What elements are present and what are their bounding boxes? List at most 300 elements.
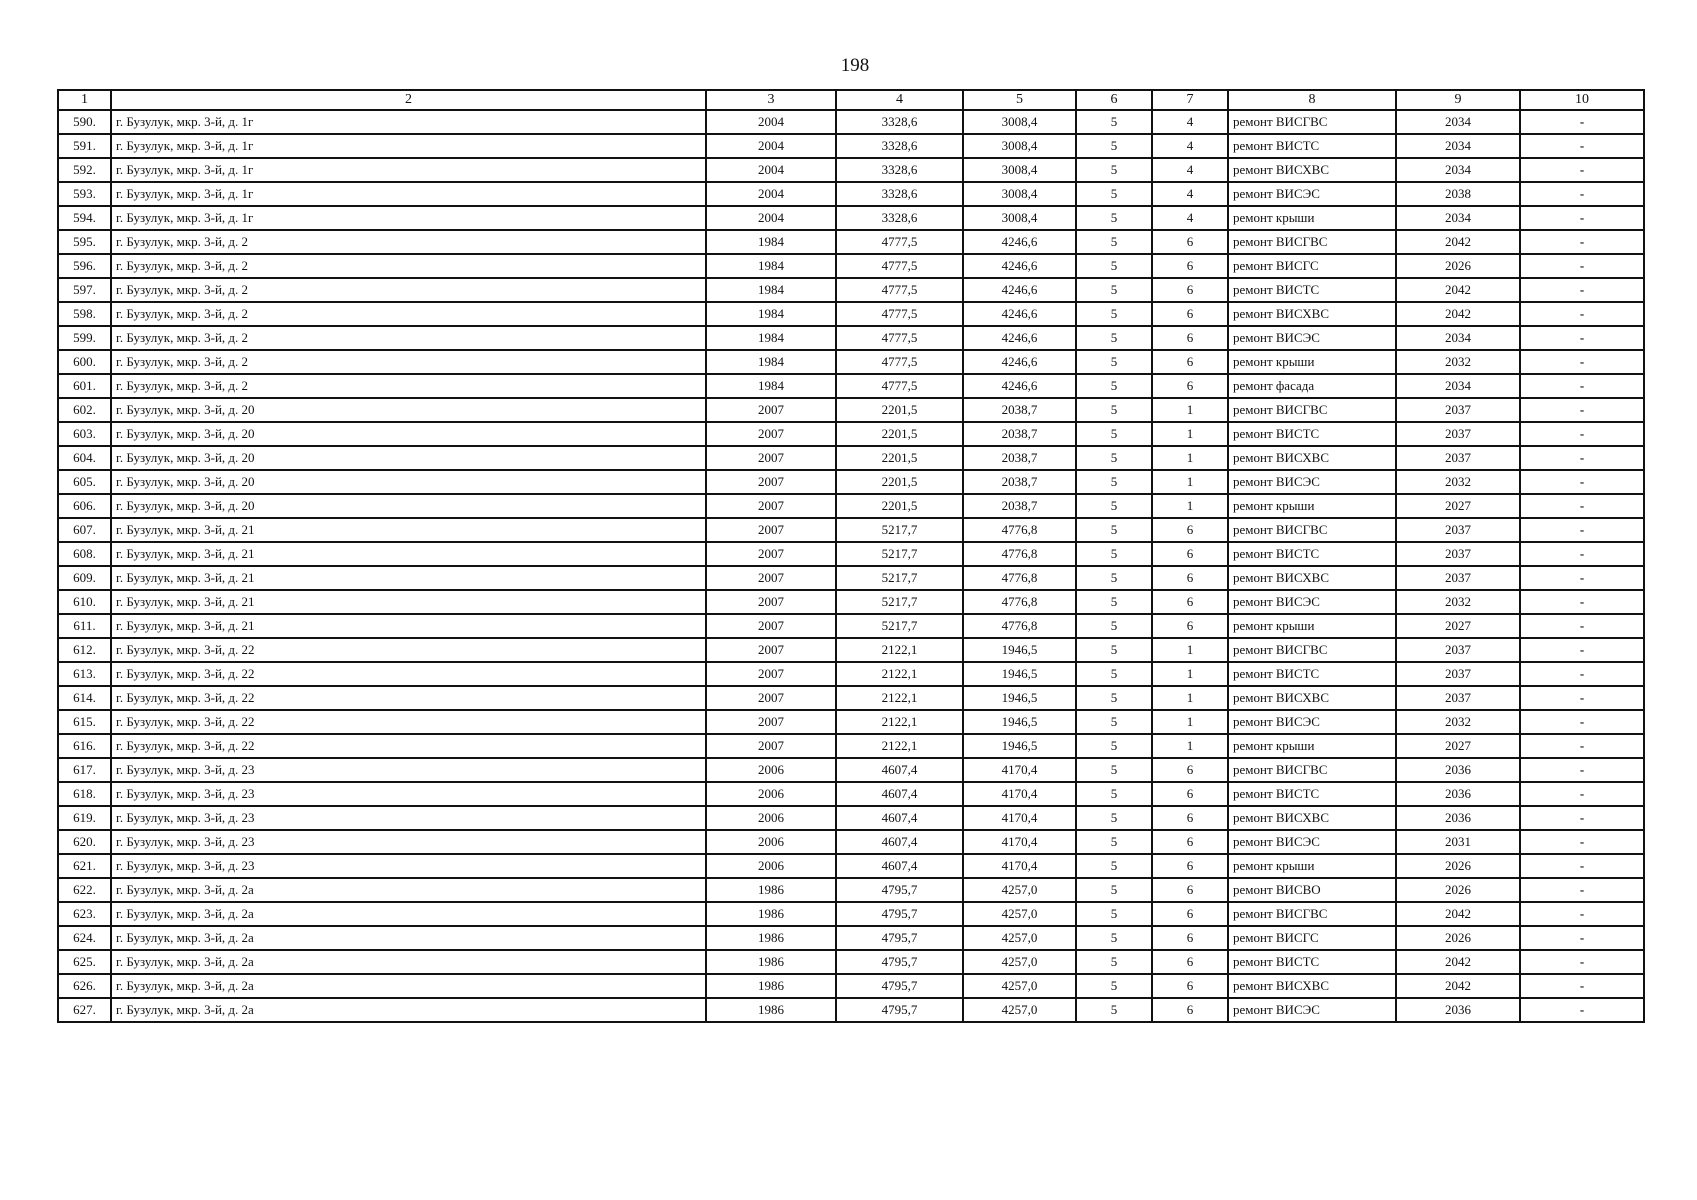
cell-build-year: 2007 (706, 542, 836, 566)
cell-work-type: ремонт ВИСТС (1228, 782, 1396, 806)
cell-address: г. Бузулук, мкр. 3-й, д. 2а (111, 902, 706, 926)
table-row (58, 566, 1644, 590)
cell-total-area: 4795,7 (836, 950, 963, 974)
cell-work-type: ремонт ВИСХВС (1228, 158, 1396, 182)
cell-build-year: 1984 (706, 374, 836, 398)
cell-total-area: 4777,5 (836, 254, 963, 278)
cell-planned-year: 2026 (1396, 254, 1520, 278)
cell-floors: 5 (1076, 254, 1152, 278)
cell-work-type: ремонт ВИСТС (1228, 134, 1396, 158)
cell-row-number: 616. (58, 734, 111, 758)
cell-total-area: 4795,7 (836, 974, 963, 998)
cell-entrances: 6 (1152, 230, 1228, 254)
cell-total-area: 2122,1 (836, 638, 963, 662)
cell-floors: 5 (1076, 374, 1152, 398)
cell-entrances: 1 (1152, 470, 1228, 494)
cell-planned-year: 2042 (1396, 950, 1520, 974)
cell-build-year: 2007 (706, 446, 836, 470)
cell-planned-year: 2034 (1396, 206, 1520, 230)
cell-planned-year: 2026 (1396, 926, 1520, 950)
cell-entrances: 6 (1152, 302, 1228, 326)
cell-planned-year: 2027 (1396, 734, 1520, 758)
cell-living-area: 2038,7 (963, 446, 1076, 470)
cell-row-number: 624. (58, 926, 111, 950)
cell-row-number: 592. (58, 158, 111, 182)
cell-planned-year: 2037 (1396, 518, 1520, 542)
cell-work-type: ремонт ВИСХВС (1228, 974, 1396, 998)
cell-build-year: 1984 (706, 326, 836, 350)
cell-work-type: ремонт фасада (1228, 374, 1396, 398)
column-header-3: 3 (706, 90, 836, 110)
cell-living-area: 2038,7 (963, 398, 1076, 422)
cell-work-type: ремонт ВИСВО (1228, 878, 1396, 902)
cell-note: - (1520, 350, 1644, 374)
table-row (58, 662, 1644, 686)
table-row (58, 974, 1644, 998)
cell-row-number: 600. (58, 350, 111, 374)
cell-row-number: 622. (58, 878, 111, 902)
cell-work-type: ремонт ВИСХВС (1228, 302, 1396, 326)
cell-planned-year: 2042 (1396, 230, 1520, 254)
cell-work-type: ремонт ВИСГВС (1228, 902, 1396, 926)
cell-row-number: 626. (58, 974, 111, 998)
cell-entrances: 6 (1152, 806, 1228, 830)
cell-planned-year: 2037 (1396, 638, 1520, 662)
cell-address: г. Бузулук, мкр. 3-й, д. 21 (111, 614, 706, 638)
cell-planned-year: 2038 (1396, 182, 1520, 206)
cell-total-area: 4607,4 (836, 758, 963, 782)
cell-row-number: 614. (58, 686, 111, 710)
cell-address: г. Бузулук, мкр. 3-й, д. 2 (111, 230, 706, 254)
cell-address: г. Бузулук, мкр. 3-й, д. 23 (111, 758, 706, 782)
table-row (58, 686, 1644, 710)
cell-note: - (1520, 998, 1644, 1022)
cell-work-type: ремонт ВИСТС (1228, 278, 1396, 302)
table-row (58, 446, 1644, 470)
cell-note: - (1520, 422, 1644, 446)
cell-note: - (1520, 494, 1644, 518)
cell-work-type: ремонт ВИСХВС (1228, 806, 1396, 830)
cell-planned-year: 2037 (1396, 398, 1520, 422)
column-header-8: 8 (1228, 90, 1396, 110)
cell-entrances: 4 (1152, 134, 1228, 158)
cell-row-number: 620. (58, 830, 111, 854)
column-header-10: 10 (1520, 90, 1644, 110)
cell-row-number: 611. (58, 614, 111, 638)
column-header-4: 4 (836, 90, 963, 110)
cell-living-area: 1946,5 (963, 638, 1076, 662)
cell-row-number: 627. (58, 998, 111, 1022)
cell-total-area: 4777,5 (836, 230, 963, 254)
cell-floors: 5 (1076, 830, 1152, 854)
cell-floors: 5 (1076, 206, 1152, 230)
cell-note: - (1520, 158, 1644, 182)
cell-build-year: 2007 (706, 470, 836, 494)
cell-living-area: 4246,6 (963, 350, 1076, 374)
cell-floors: 5 (1076, 326, 1152, 350)
table-row (58, 806, 1644, 830)
cell-planned-year: 2034 (1396, 134, 1520, 158)
cell-entrances: 1 (1152, 446, 1228, 470)
table-row (58, 782, 1644, 806)
page-number: 198 (840, 55, 870, 76)
cell-row-number: 612. (58, 638, 111, 662)
cell-entrances: 6 (1152, 830, 1228, 854)
cell-address: г. Бузулук, мкр. 3-й, д. 2 (111, 278, 706, 302)
cell-note: - (1520, 326, 1644, 350)
cell-address: г. Бузулук, мкр. 3-й, д. 23 (111, 806, 706, 830)
cell-floors: 5 (1076, 638, 1152, 662)
cell-living-area: 4776,8 (963, 614, 1076, 638)
cell-planned-year: 2037 (1396, 686, 1520, 710)
column-header-9: 9 (1396, 90, 1520, 110)
cell-note: - (1520, 950, 1644, 974)
cell-total-area: 4795,7 (836, 878, 963, 902)
cell-entrances: 6 (1152, 590, 1228, 614)
cell-row-number: 605. (58, 470, 111, 494)
cell-work-type: ремонт крыши (1228, 350, 1396, 374)
table-row (58, 710, 1644, 734)
cell-address: г. Бузулук, мкр. 3-й, д. 1г (111, 206, 706, 230)
cell-build-year: 2007 (706, 398, 836, 422)
cell-floors: 5 (1076, 566, 1152, 590)
table-row (58, 902, 1644, 926)
cell-build-year: 2007 (706, 590, 836, 614)
cell-planned-year: 2036 (1396, 806, 1520, 830)
table-row (58, 326, 1644, 350)
cell-floors: 5 (1076, 446, 1152, 470)
cell-entrances: 6 (1152, 326, 1228, 350)
cell-address: г. Бузулук, мкр. 3-й, д. 22 (111, 662, 706, 686)
cell-work-type: ремонт ВИСЭС (1228, 470, 1396, 494)
cell-note: - (1520, 374, 1644, 398)
cell-living-area: 4257,0 (963, 878, 1076, 902)
cell-total-area: 4607,4 (836, 782, 963, 806)
cell-address: г. Бузулук, мкр. 3-й, д. 21 (111, 566, 706, 590)
cell-address: г. Бузулук, мкр. 3-й, д. 20 (111, 494, 706, 518)
cell-address: г. Бузулук, мкр. 3-й, д. 2а (111, 878, 706, 902)
cell-total-area: 2122,1 (836, 734, 963, 758)
cell-row-number: 593. (58, 182, 111, 206)
cell-build-year: 2007 (706, 518, 836, 542)
cell-living-area: 3008,4 (963, 110, 1076, 134)
table-row (58, 878, 1644, 902)
table-row (58, 470, 1644, 494)
cell-living-area: 4246,6 (963, 254, 1076, 278)
cell-address: г. Бузулук, мкр. 3-й, д. 21 (111, 590, 706, 614)
cell-build-year: 1984 (706, 230, 836, 254)
cell-work-type: ремонт ВИСГС (1228, 254, 1396, 278)
cell-build-year: 2006 (706, 830, 836, 854)
cell-floors: 5 (1076, 230, 1152, 254)
cell-living-area: 4776,8 (963, 542, 1076, 566)
cell-planned-year: 2036 (1396, 782, 1520, 806)
cell-build-year: 2007 (706, 662, 836, 686)
cell-floors: 5 (1076, 710, 1152, 734)
cell-total-area: 4795,7 (836, 926, 963, 950)
cell-living-area: 4257,0 (963, 950, 1076, 974)
cell-build-year: 1984 (706, 254, 836, 278)
cell-work-type: ремонт ВИСТС (1228, 422, 1396, 446)
cell-note: - (1520, 902, 1644, 926)
cell-note: - (1520, 134, 1644, 158)
cell-planned-year: 2032 (1396, 590, 1520, 614)
column-header-6: 6 (1076, 90, 1152, 110)
cell-note: - (1520, 854, 1644, 878)
cell-note: - (1520, 470, 1644, 494)
cell-total-area: 2201,5 (836, 470, 963, 494)
cell-build-year: 2006 (706, 782, 836, 806)
cell-planned-year: 2042 (1396, 302, 1520, 326)
cell-floors: 5 (1076, 134, 1152, 158)
cell-entrances: 6 (1152, 878, 1228, 902)
column-header-5: 5 (963, 90, 1076, 110)
cell-note: - (1520, 878, 1644, 902)
cell-floors: 5 (1076, 782, 1152, 806)
table-row (58, 614, 1644, 638)
cell-planned-year: 2042 (1396, 902, 1520, 926)
cell-note: - (1520, 206, 1644, 230)
cell-row-number: 595. (58, 230, 111, 254)
cell-living-area: 4170,4 (963, 806, 1076, 830)
cell-entrances: 4 (1152, 110, 1228, 134)
cell-living-area: 3008,4 (963, 182, 1076, 206)
cell-build-year: 2007 (706, 686, 836, 710)
cell-planned-year: 2037 (1396, 422, 1520, 446)
cell-build-year: 2007 (706, 734, 836, 758)
cell-floors: 5 (1076, 110, 1152, 134)
table-row (58, 830, 1644, 854)
cell-total-area: 4795,7 (836, 998, 963, 1022)
cell-build-year: 2007 (706, 566, 836, 590)
cell-floors: 5 (1076, 854, 1152, 878)
cell-build-year: 2006 (706, 854, 836, 878)
cell-build-year: 1984 (706, 350, 836, 374)
cell-work-type: ремонт ВИСЭС (1228, 182, 1396, 206)
cell-address: г. Бузулук, мкр. 3-й, д. 21 (111, 518, 706, 542)
cell-entrances: 6 (1152, 254, 1228, 278)
cell-work-type: ремонт ВИСГВС (1228, 230, 1396, 254)
cell-total-area: 4607,4 (836, 830, 963, 854)
cell-work-type: ремонт крыши (1228, 854, 1396, 878)
cell-row-number: 613. (58, 662, 111, 686)
cell-planned-year: 2042 (1396, 974, 1520, 998)
table-row (58, 398, 1644, 422)
cell-total-area: 4777,5 (836, 278, 963, 302)
cell-note: - (1520, 926, 1644, 950)
cell-entrances: 1 (1152, 494, 1228, 518)
table-row (58, 350, 1644, 374)
cell-work-type: ремонт ВИСТС (1228, 542, 1396, 566)
table-row (58, 182, 1644, 206)
cell-build-year: 2007 (706, 422, 836, 446)
cell-row-number: 594. (58, 206, 111, 230)
cell-total-area: 4777,5 (836, 350, 963, 374)
cell-row-number: 590. (58, 110, 111, 134)
cell-entrances: 1 (1152, 662, 1228, 686)
cell-total-area: 2122,1 (836, 686, 963, 710)
cell-row-number: 598. (58, 302, 111, 326)
cell-address: г. Бузулук, мкр. 3-й, д. 22 (111, 734, 706, 758)
cell-planned-year: 2036 (1396, 998, 1520, 1022)
cell-total-area: 2122,1 (836, 710, 963, 734)
cell-planned-year: 2037 (1396, 662, 1520, 686)
cell-entrances: 6 (1152, 374, 1228, 398)
cell-work-type: ремонт ВИСХВС (1228, 566, 1396, 590)
cell-planned-year: 2032 (1396, 350, 1520, 374)
cell-floors: 5 (1076, 542, 1152, 566)
cell-floors: 5 (1076, 182, 1152, 206)
cell-note: - (1520, 230, 1644, 254)
cell-floors: 5 (1076, 878, 1152, 902)
table-row (58, 734, 1644, 758)
cell-note: - (1520, 182, 1644, 206)
cell-living-area: 4246,6 (963, 374, 1076, 398)
cell-note: - (1520, 566, 1644, 590)
cell-work-type: ремонт ВИСХВС (1228, 686, 1396, 710)
cell-entrances: 6 (1152, 926, 1228, 950)
table-row (58, 254, 1644, 278)
cell-address: г. Бузулук, мкр. 3-й, д. 1г (111, 134, 706, 158)
table-row (58, 758, 1644, 782)
cell-build-year: 1986 (706, 998, 836, 1022)
cell-total-area: 3328,6 (836, 110, 963, 134)
cell-note: - (1520, 302, 1644, 326)
cell-work-type: ремонт ВИСГВС (1228, 758, 1396, 782)
cell-floors: 5 (1076, 734, 1152, 758)
cell-living-area: 4257,0 (963, 974, 1076, 998)
cell-work-type: ремонт ВИСТС (1228, 662, 1396, 686)
table-row (58, 110, 1644, 134)
cell-note: - (1520, 734, 1644, 758)
cell-address: г. Бузулук, мкр. 3-й, д. 20 (111, 422, 706, 446)
cell-total-area: 4777,5 (836, 326, 963, 350)
cell-build-year: 2007 (706, 494, 836, 518)
cell-living-area: 4776,8 (963, 518, 1076, 542)
cell-note: - (1520, 110, 1644, 134)
cell-entrances: 6 (1152, 542, 1228, 566)
cell-row-number: 609. (58, 566, 111, 590)
cell-total-area: 5217,7 (836, 614, 963, 638)
cell-total-area: 2201,5 (836, 494, 963, 518)
cell-note: - (1520, 686, 1644, 710)
cell-living-area: 4170,4 (963, 782, 1076, 806)
cell-build-year: 1984 (706, 302, 836, 326)
cell-address: г. Бузулук, мкр. 3-й, д. 20 (111, 446, 706, 470)
cell-entrances: 6 (1152, 974, 1228, 998)
column-header-1: 1 (58, 90, 111, 110)
cell-total-area: 4777,5 (836, 374, 963, 398)
cell-work-type: ремонт ВИСЭС (1228, 998, 1396, 1022)
cell-entrances: 4 (1152, 206, 1228, 230)
cell-planned-year: 2034 (1396, 158, 1520, 182)
cell-address: г. Бузулук, мкр. 3-й, д. 22 (111, 710, 706, 734)
cell-address: г. Бузулук, мкр. 3-й, д. 2 (111, 326, 706, 350)
cell-planned-year: 2027 (1396, 614, 1520, 638)
cell-floors: 5 (1076, 614, 1152, 638)
cell-living-area: 2038,7 (963, 494, 1076, 518)
cell-living-area: 3008,4 (963, 134, 1076, 158)
table-row (58, 494, 1644, 518)
cell-note: - (1520, 614, 1644, 638)
cell-floors: 5 (1076, 470, 1152, 494)
table-row (58, 302, 1644, 326)
cell-floors: 5 (1076, 902, 1152, 926)
table-row (58, 230, 1644, 254)
cell-living-area: 4776,8 (963, 590, 1076, 614)
cell-work-type: ремонт ВИСЭС (1228, 710, 1396, 734)
cell-note: - (1520, 830, 1644, 854)
cell-entrances: 1 (1152, 710, 1228, 734)
cell-planned-year: 2034 (1396, 326, 1520, 350)
cell-floors: 5 (1076, 998, 1152, 1022)
cell-address: г. Бузулук, мкр. 3-й, д. 2а (111, 998, 706, 1022)
cell-planned-year: 2031 (1396, 830, 1520, 854)
cell-work-type: ремонт ВИСГВС (1228, 398, 1396, 422)
cell-row-number: 591. (58, 134, 111, 158)
cell-build-year: 1986 (706, 950, 836, 974)
cell-entrances: 6 (1152, 782, 1228, 806)
cell-total-area: 2201,5 (836, 422, 963, 446)
cell-row-number: 623. (58, 902, 111, 926)
cell-work-type: ремонт крыши (1228, 206, 1396, 230)
cell-build-year: 2007 (706, 710, 836, 734)
cell-row-number: 601. (58, 374, 111, 398)
cell-floors: 5 (1076, 662, 1152, 686)
cell-row-number: 621. (58, 854, 111, 878)
cell-build-year: 2004 (706, 158, 836, 182)
cell-note: - (1520, 662, 1644, 686)
cell-address: г. Бузулук, мкр. 3-й, д. 1г (111, 158, 706, 182)
cell-build-year: 2004 (706, 206, 836, 230)
cell-floors: 5 (1076, 926, 1152, 950)
cell-row-number: 603. (58, 422, 111, 446)
cell-address: г. Бузулук, мкр. 3-й, д. 20 (111, 398, 706, 422)
cell-planned-year: 2037 (1396, 446, 1520, 470)
cell-planned-year: 2037 (1396, 566, 1520, 590)
cell-floors: 5 (1076, 398, 1152, 422)
cell-build-year: 2007 (706, 638, 836, 662)
cell-living-area: 2038,7 (963, 470, 1076, 494)
repair-schedule-table (57, 89, 1645, 1023)
cell-note: - (1520, 758, 1644, 782)
table-row (58, 998, 1644, 1022)
cell-total-area: 3328,6 (836, 182, 963, 206)
table-row (58, 854, 1644, 878)
cell-row-number: 625. (58, 950, 111, 974)
cell-row-number: 618. (58, 782, 111, 806)
cell-note: - (1520, 518, 1644, 542)
cell-row-number: 599. (58, 326, 111, 350)
table-body (58, 110, 1644, 1022)
table-row (58, 926, 1644, 950)
cell-address: г. Бузулук, мкр. 3-й, д. 2а (111, 926, 706, 950)
cell-entrances: 4 (1152, 182, 1228, 206)
table-row (58, 518, 1644, 542)
cell-note: - (1520, 542, 1644, 566)
cell-note: - (1520, 398, 1644, 422)
cell-total-area: 2201,5 (836, 398, 963, 422)
cell-work-type: ремонт ВИСЭС (1228, 326, 1396, 350)
cell-note: - (1520, 782, 1644, 806)
cell-row-number: 604. (58, 446, 111, 470)
table-row (58, 950, 1644, 974)
cell-address: г. Бузулук, мкр. 3-й, д. 2 (111, 254, 706, 278)
cell-entrances: 1 (1152, 686, 1228, 710)
cell-entrances: 6 (1152, 854, 1228, 878)
cell-build-year: 2004 (706, 110, 836, 134)
cell-living-area: 4246,6 (963, 230, 1076, 254)
